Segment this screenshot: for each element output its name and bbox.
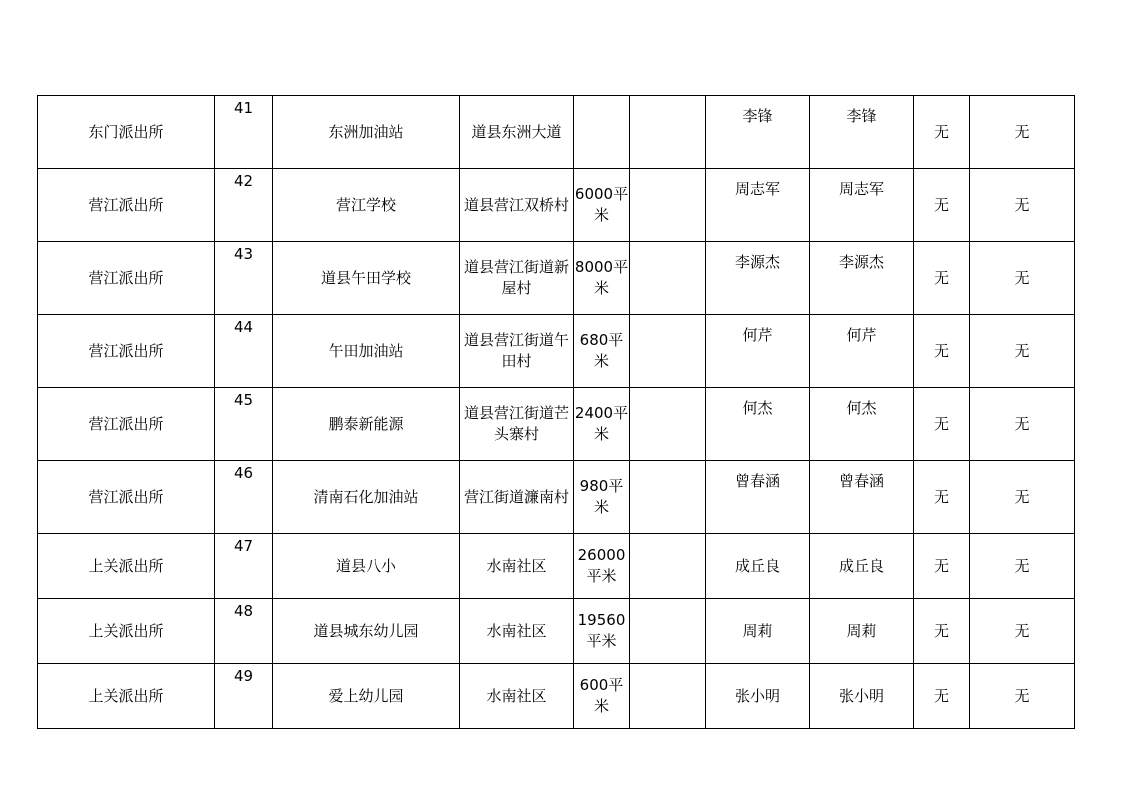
blank-cell bbox=[630, 388, 706, 461]
table-row bbox=[38, 534, 1075, 599]
area-cell: 2400平米 bbox=[574, 388, 630, 461]
status-cell: 无 bbox=[914, 664, 970, 729]
site-name-cell: 道县八小 bbox=[273, 534, 460, 599]
blank-cell bbox=[630, 534, 706, 599]
table-row bbox=[38, 599, 1075, 664]
number-cell: 42 bbox=[215, 169, 273, 242]
contact-cell: 周志军 bbox=[810, 169, 914, 242]
area-cell: 600平米 bbox=[574, 664, 630, 729]
status-cell: 无 bbox=[914, 461, 970, 534]
station-cell: 上关派出所 bbox=[38, 534, 215, 599]
registry-body bbox=[38, 96, 1075, 729]
table-row bbox=[38, 315, 1075, 388]
blank-cell bbox=[630, 461, 706, 534]
station-cell: 东门派出所 bbox=[38, 96, 215, 169]
status-cell: 无 bbox=[970, 461, 1075, 534]
contact-cell: 周志军 bbox=[706, 169, 810, 242]
table-row bbox=[38, 242, 1075, 315]
address-cell: 营江街道濂南村 bbox=[460, 461, 574, 534]
site-name-cell: 鹏泰新能源 bbox=[273, 388, 460, 461]
station-cell: 上关派出所 bbox=[38, 599, 215, 664]
status-cell: 无 bbox=[914, 242, 970, 315]
status-cell: 无 bbox=[970, 169, 1075, 242]
status-cell: 无 bbox=[970, 96, 1075, 169]
address-cell: 水南社区 bbox=[460, 599, 574, 664]
site-name-cell: 爱上幼儿园 bbox=[273, 664, 460, 729]
number-cell: 47 bbox=[215, 534, 273, 599]
contact-cell: 李源杰 bbox=[810, 242, 914, 315]
station-cell: 营江派出所 bbox=[38, 169, 215, 242]
status-cell: 无 bbox=[970, 315, 1075, 388]
station-cell: 营江派出所 bbox=[38, 388, 215, 461]
site-name-cell: 营江学校 bbox=[273, 169, 460, 242]
address-cell: 水南社区 bbox=[460, 664, 574, 729]
site-name-cell: 道县城东幼儿园 bbox=[273, 599, 460, 664]
status-cell: 无 bbox=[970, 664, 1075, 729]
contact-cell: 李锋 bbox=[810, 96, 914, 169]
status-cell: 无 bbox=[970, 388, 1075, 461]
area-cell: 8000平米 bbox=[574, 242, 630, 315]
blank-cell bbox=[630, 315, 706, 388]
contact-cell: 成丘良 bbox=[810, 534, 914, 599]
contact-cell: 张小明 bbox=[810, 664, 914, 729]
area-cell: 6000平米 bbox=[574, 169, 630, 242]
contact-cell: 李锋 bbox=[706, 96, 810, 169]
contact-cell: 李源杰 bbox=[706, 242, 810, 315]
blank-cell bbox=[630, 169, 706, 242]
status-cell: 无 bbox=[914, 388, 970, 461]
area-cell: 26000平米 bbox=[574, 534, 630, 599]
address-cell: 道县营江街道芒头寨村 bbox=[460, 388, 574, 461]
site-name-cell: 清南石化加油站 bbox=[273, 461, 460, 534]
registry-table bbox=[37, 95, 1075, 729]
status-cell: 无 bbox=[914, 599, 970, 664]
station-cell: 上关派出所 bbox=[38, 664, 215, 729]
status-cell: 无 bbox=[970, 242, 1075, 315]
contact-cell: 成丘良 bbox=[706, 534, 810, 599]
area-cell: 980平米 bbox=[574, 461, 630, 534]
contact-cell: 周莉 bbox=[810, 599, 914, 664]
contact-cell: 何杰 bbox=[706, 388, 810, 461]
table-row bbox=[38, 388, 1075, 461]
status-cell: 无 bbox=[914, 315, 970, 388]
blank-cell bbox=[630, 96, 706, 169]
status-cell: 无 bbox=[914, 169, 970, 242]
number-cell: 44 bbox=[215, 315, 273, 388]
contact-cell: 何杰 bbox=[810, 388, 914, 461]
address-cell: 水南社区 bbox=[460, 534, 574, 599]
number-cell: 49 bbox=[215, 664, 273, 729]
blank-cell bbox=[630, 242, 706, 315]
address-cell: 道县营江街道新屋村 bbox=[460, 242, 574, 315]
table-row bbox=[38, 169, 1075, 242]
number-cell: 41 bbox=[215, 96, 273, 169]
address-cell: 道县东洲大道 bbox=[460, 96, 574, 169]
site-name-cell: 道县午田学校 bbox=[273, 242, 460, 315]
number-cell: 45 bbox=[215, 388, 273, 461]
address-cell: 道县营江街道午田村 bbox=[460, 315, 574, 388]
contact-cell: 张小明 bbox=[706, 664, 810, 729]
table-row bbox=[38, 461, 1075, 534]
status-cell: 无 bbox=[914, 534, 970, 599]
area-cell: 19560平米 bbox=[574, 599, 630, 664]
station-cell: 营江派出所 bbox=[38, 315, 215, 388]
status-cell: 无 bbox=[970, 599, 1075, 664]
status-cell: 无 bbox=[970, 534, 1075, 599]
number-cell: 46 bbox=[215, 461, 273, 534]
number-cell: 48 bbox=[215, 599, 273, 664]
site-name-cell: 东洲加油站 bbox=[273, 96, 460, 169]
area-cell: 680平米 bbox=[574, 315, 630, 388]
table-row bbox=[38, 96, 1075, 169]
contact-cell: 何芹 bbox=[810, 315, 914, 388]
status-cell: 无 bbox=[914, 96, 970, 169]
site-name-cell: 午田加油站 bbox=[273, 315, 460, 388]
station-cell: 营江派出所 bbox=[38, 461, 215, 534]
area-cell bbox=[574, 96, 630, 169]
blank-cell bbox=[630, 664, 706, 729]
address-cell: 道县营江双桥村 bbox=[460, 169, 574, 242]
blank-cell bbox=[630, 599, 706, 664]
contact-cell: 曾春涵 bbox=[706, 461, 810, 534]
number-cell: 43 bbox=[215, 242, 273, 315]
contact-cell: 周莉 bbox=[706, 599, 810, 664]
contact-cell: 曾春涵 bbox=[810, 461, 914, 534]
table-row bbox=[38, 664, 1075, 729]
station-cell: 营江派出所 bbox=[38, 242, 215, 315]
contact-cell: 何芹 bbox=[706, 315, 810, 388]
